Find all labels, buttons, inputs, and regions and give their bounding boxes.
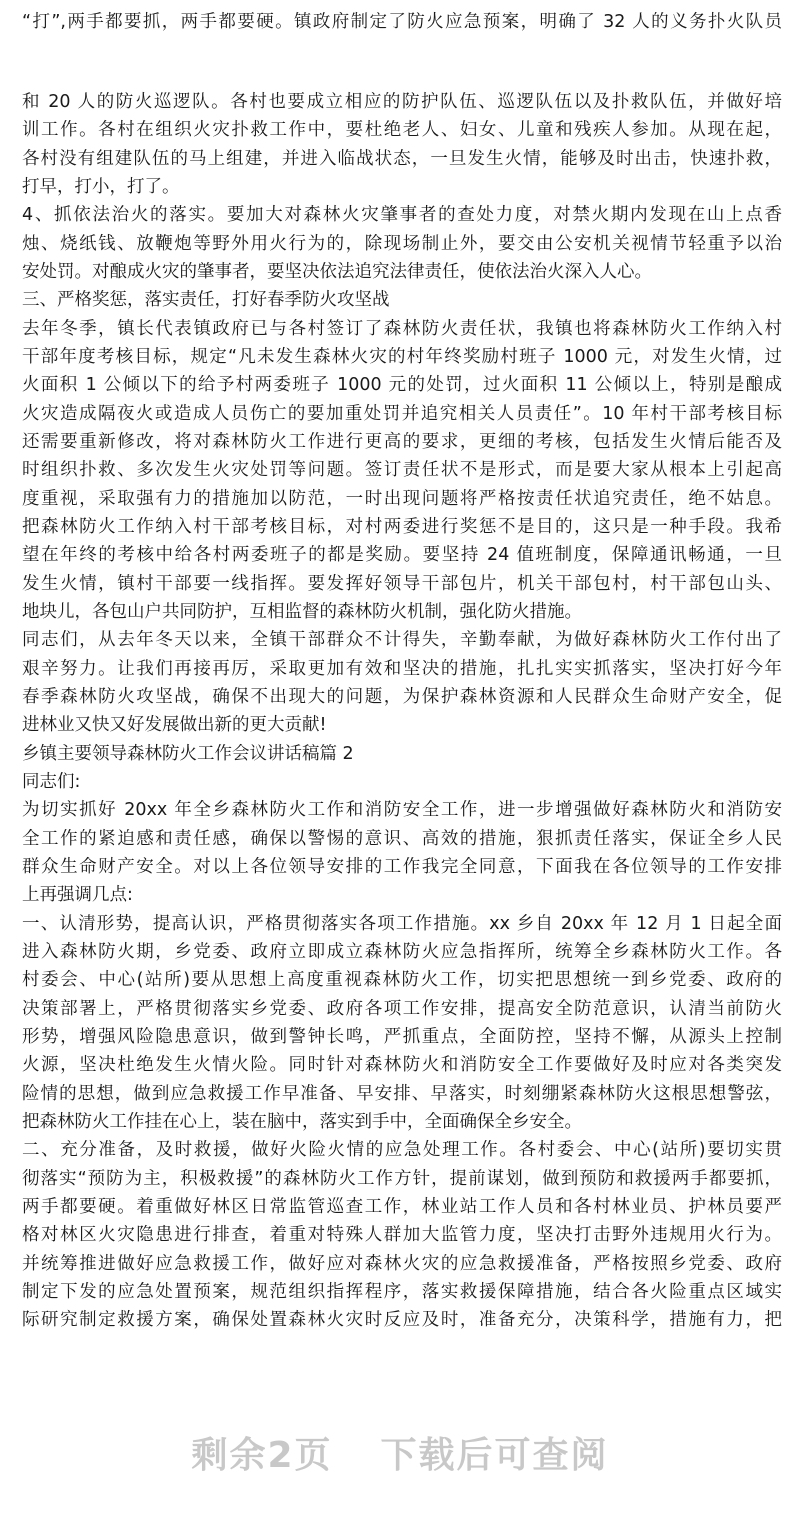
text-line: 两手都要硬。着重做好林区日常监管巡查工作，林业站工作人员和各村林业员、护林员要严: [22, 1197, 782, 1217]
download-to-view-label[interactable]: 下载后可查阅: [380, 1434, 609, 1476]
text-line: 火源，坚决杜绝发生火情火险。同时针对森林防火和消防安全工作要做好及时应对各类突发: [22, 1055, 782, 1075]
text-line: 发生火情，镇村干部要一线指挥。要发挥好领导干部包片，机关干部包村，村干部包山头、: [22, 574, 782, 594]
text-line: [22, 1335, 782, 1363]
text-line: 二、充分准备，及时救援，做好火险火情的应急处理工作。各村委会、中心(站所)要切实贯: [22, 1140, 782, 1160]
text-line: 4、抓依法治火的落实。要加大对森林火灾肇事者的查处力度，对禁火期内发现在山上点香: [22, 205, 782, 225]
text-line: 全工作的紧迫感和责任感，确保以警惕的意识、高效的措施，狠抓责任落实，保证全乡人民: [22, 829, 782, 849]
text-line: 并统筹推进做好应急救援工作，做好应对森林火灾的应急救援准备，严格按照乡党委、政府: [22, 1254, 782, 1274]
text-line: 艰辛努力。让我们再接再厉，采取更加有效和坚决的措施，扎扎实实抓落实，坚决打好今年: [22, 659, 782, 679]
text-line: 春季森林防火攻坚战，确保不出现大的问题，为保护森林资源和人民群众生命财产安全，促: [22, 687, 782, 707]
text-line: 彻落实“预防为主，积极救援”的森林防火工作方针，提前谋划，做到预防和救援两手都要抓，: [22, 1169, 782, 1189]
text-line: 进入森林防火期，乡党委、政府立即成立森林防火应急指挥所，统筹全乡森林防火工作。各: [22, 942, 782, 962]
text-line: 度重视，采取强有力的措施加以防范，一时出现问题将严格按责任状追究责任，绝不姑息。: [22, 489, 782, 509]
text-line: 烛、烧纸钱、放鞭炮等野外用火行为的，除现场制止外，要交由公安机关视情节轻重予以治: [22, 234, 782, 254]
text-line: 形势，增强风险隐患意识，做到警钟长鸣，严抓重点，全面防控，坚持不懈，从源头上控制: [22, 1027, 782, 1047]
text-line: 把森林防火工作挂在心上，装在脑中，落实到手中，全面确保全乡安全。: [22, 1112, 582, 1132]
text-line: “打”,两手都要抓，两手都要硬。镇政府制定了防火应急预案，明确了 32 人的义务扑火队员: [22, 12, 782, 32]
text-line: 火灾造成隔夜火或造成人员伤亡的要加重处罚并追究相关人员责任”。10 年村干部考核目标: [22, 404, 782, 424]
text-line: 同志们，从去年冬天以来，全镇干部群众不计得失，辛勤奉献，为做好森林防火工作付出了: [22, 630, 782, 650]
text-line: 为切实抓好 20xx 年全乡森林防火工作和消防安全工作，进一步增强做好森林防火和消防安: [22, 800, 782, 820]
text-line: 地块儿，各包山户共同防护，互相监督的森林防火机制，强化防火措施。: [22, 602, 582, 622]
text-line: 还需要重新修改，将对森林防火工作进行更高的要求，更细的考核，包括发生火情后能否及: [22, 432, 782, 452]
text-line: 安处罚。对酿成火灾的肇事者，要坚决依法追究法律责任，使依法治火深入人心。: [22, 262, 652, 282]
text-line: 格对林区火灾隐患进行排查，着重对特殊人群加大监管力度，坚决打击野外违规用火行为。: [22, 1225, 782, 1245]
text-line: 群众生命财产安全。对以上各位领导安排的工作我完全同意，下面我在各位领导的工作安排: [22, 857, 782, 877]
text-line: 时组织扑救、多次发生火灾处罚等问题。签订责任状不是形式，而是要大家从根本上引起高: [22, 460, 782, 480]
text-line: 去年冬季，镇长代表镇政府已与各村签订了森林防火责任状，我镇也将森林防火工作纳入村: [22, 319, 782, 339]
text-line: 干部年度考核目标，规定“凡未发生森林火灾的村年终奖励村班子 1000 元，对发生火情，过: [22, 347, 782, 367]
text-line: 把森林防火工作纳入村干部考核目标，对村两委进行奖惩不是目的，这只是一种手段。我希: [22, 517, 782, 537]
text-line: 和 20 人的防火巡逻队。各村也要成立相应的防护队伍、巡逻队伍以及扑救队伍，并做好培: [22, 92, 782, 112]
salutation: 同志们:: [22, 772, 81, 792]
text-line: 进林业又快又好发展做出新的更大贡献!: [22, 715, 327, 735]
remaining-pages-label[interactable]: 剩余2页: [191, 1434, 333, 1476]
text-line: 制定下发的应急处置预案，规范组织指挥程序，落实救援保障措施，结合各火险重点区域实: [22, 1282, 782, 1302]
text-line: 决策部署上，严格贯彻落实乡党委、政府各项工作安排，提高安全防范意识，认清当前防火: [22, 999, 782, 1019]
article-title: 乡镇主要领导森林防火工作会议讲话稿篇 2: [22, 744, 354, 764]
text-line: 上再强调几点:: [22, 885, 133, 905]
section-heading: 三、严格奖惩，落实责任，打好春季防火攻坚战: [22, 290, 390, 310]
text-line: 打早，打小，打了。: [22, 177, 180, 197]
text-line: 一、认清形势，提高认识，严格贯彻落实各项工作措施。xx 乡自 20xx 年 12 月 1 日起全面: [22, 914, 782, 934]
text-line: 火面积 1 公倾以下的给予村两委班子 1000 元的处罚，过火面积 11 公倾以上，特别是酿成: [22, 375, 782, 395]
text-line: 望在年终的考核中给各村两委班子的都是奖励。要坚持 24 值班制度，保障通讯畅通，一旦: [22, 545, 782, 565]
text-line: 际研究制定救援方案，确保处置森林火灾时反应及时，准备充分，决策科学，措施有力，把: [22, 1310, 782, 1330]
text-line: 训工作。各村在组织火灾扑救工作中，要杜绝老人、妇女、儿童和残疾人参加。从现在起，: [22, 120, 782, 140]
text-line: 村委会、中心(站所)要从思想上高度重视森林防火工作，切实把思想统一到乡党委、政府的: [22, 970, 782, 990]
text-line: 险情的思想，做到应急救援工作早准备、早安排、早落实，时刻绷紧森林防火这根思想警弦，: [22, 1084, 782, 1104]
download-banner[interactable]: [0, 1422, 800, 1482]
text-line: 各村没有组建队伍的马上组建，并进入临战状态，一旦发生火情，能够及时出击，快速扑救，: [22, 149, 782, 169]
